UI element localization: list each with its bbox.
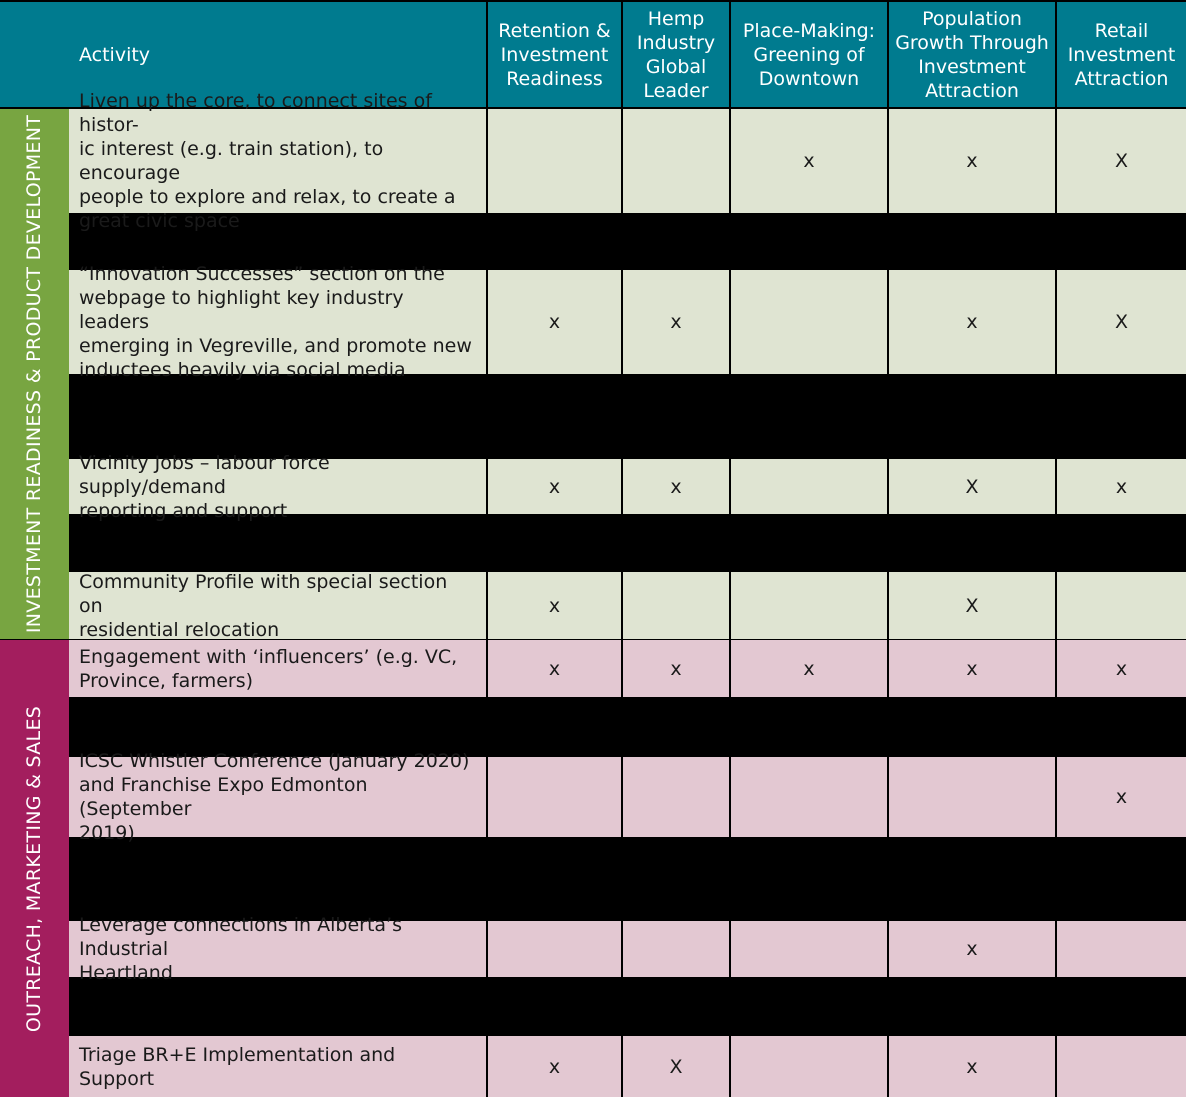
table-cell-mark: X	[623, 1036, 729, 1097]
table-cell-mark	[623, 572, 729, 639]
table-cell-mark: X	[889, 572, 1055, 639]
table-cell-mark	[623, 921, 729, 977]
table-cell-mark: x	[488, 640, 621, 697]
table-row-activity: “Innovation Successes” section on the webpage to highlight key industry leaders emerging in Vegreville, and promote new inductees heavily via social media	[69, 270, 486, 374]
table-cell-mark: x	[1057, 640, 1186, 697]
header-corner	[0, 2, 69, 107]
table-cell-mark	[731, 270, 887, 374]
table-cell-mark	[623, 757, 729, 837]
table-cell-mark	[731, 459, 887, 514]
table-cell-mark: x	[623, 270, 729, 374]
table-row-activity: Triage BR+E Implementation and Support	[69, 1036, 486, 1097]
header-place-making-greening-downtown: Place-Making: Greening of Downtown	[731, 2, 887, 107]
table-cell-mark: X	[1057, 109, 1186, 213]
table-cell-mark	[731, 921, 887, 977]
table-cell-mark: x	[1057, 459, 1186, 514]
table-cell-mark: X	[1057, 270, 1186, 374]
table-cell-mark: x	[488, 270, 621, 374]
table-cell-mark	[731, 1036, 887, 1097]
header-hemp-industry-global-leader: Hemp Industry Global Leader	[623, 2, 729, 107]
table-cell-mark: x	[488, 1036, 621, 1097]
header-retention-investment-readiness: Retention & Investment Readiness	[488, 2, 621, 107]
table-cell-mark	[731, 572, 887, 639]
category-investment-readiness	[0, 109, 69, 639]
table-cell-mark: X	[889, 459, 1055, 514]
table-cell-mark	[1057, 921, 1186, 977]
table-cell-mark: x	[731, 109, 887, 213]
table-row-activity: Leverage connections in Alberta’s Industrial Heartland	[69, 921, 486, 977]
table-cell-mark: x	[889, 109, 1055, 213]
table-cell-mark: x	[1057, 757, 1186, 837]
table-row-activity: Community Profile with special section on residential relocation	[69, 572, 486, 639]
table-cell-mark	[1057, 572, 1186, 639]
table-row-activity: histor- ic interest (e.g. train station), to encourage people to explore and relax, to create a great civic space	[69, 109, 486, 213]
table-cell-mark: x	[623, 640, 729, 697]
table-cell-mark: x	[889, 1036, 1055, 1097]
table-cell-mark	[731, 757, 887, 837]
table-cell-mark: x	[889, 270, 1055, 374]
header-activity: Activity	[69, 2, 486, 107]
category-outreach-marketing-sales	[0, 640, 69, 1097]
table-row-activity: Vicinity Jobs – labour force supply/demand reporting and support	[69, 459, 486, 514]
table-cell-mark: x	[731, 640, 887, 697]
table-cell-mark	[488, 109, 621, 213]
table-row-activity: Engagement with ‘influencers’ (e.g. VC, Province, farmers)	[69, 640, 486, 697]
table-cell-mark	[889, 757, 1055, 837]
table-cell-mark	[488, 921, 621, 977]
table-cell-mark	[1057, 1036, 1186, 1097]
table-cell-mark: x	[488, 572, 621, 639]
category-label: INVESTMENT READINESS & PRODUCT DEVELOPMENT	[23, 114, 46, 634]
table-cell-mark	[488, 757, 621, 837]
header-retail-investment-attraction: Retail Investment Attraction	[1057, 2, 1186, 107]
table-cell-mark: x	[623, 459, 729, 514]
table-cell-mark: x	[889, 921, 1055, 977]
table-row-activity: ICSC Whistler Conference (January 2020) and Franchise Expo Edmonton (September 2019)	[69, 757, 486, 837]
table-cell-mark: x	[889, 640, 1055, 697]
table-cell-mark	[623, 109, 729, 213]
category-label: OUTREACH, MARKETING & SALES	[23, 705, 46, 1032]
header-population-growth-investment: Population Growth Through Investment Attraction	[889, 2, 1055, 107]
table-cell-mark: x	[488, 459, 621, 514]
